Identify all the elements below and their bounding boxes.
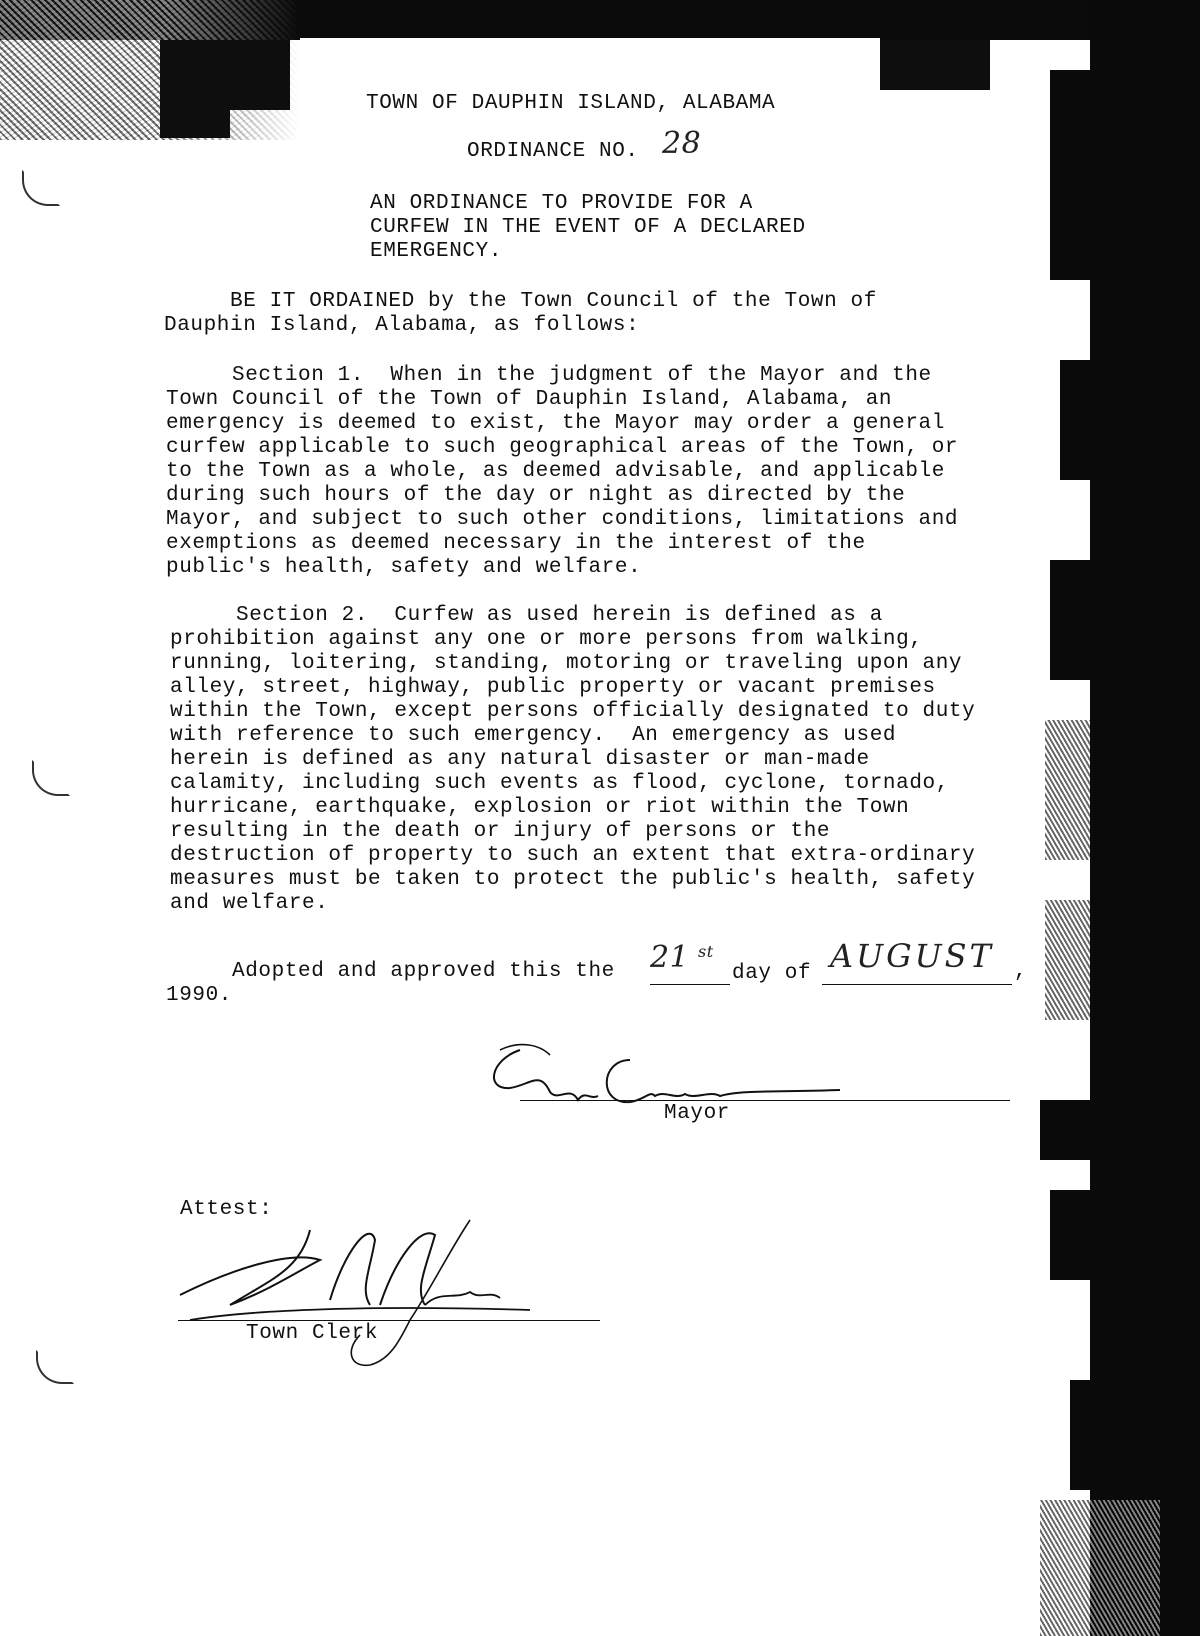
section-1-line: public's health, safety and welfare. [166, 556, 642, 579]
mayor-signature-line [520, 1100, 1010, 1101]
adoption-month-handwritten: AUGUST [830, 937, 994, 975]
hole-punch-mark [32, 760, 70, 796]
mayor-label: Mayor [664, 1102, 731, 1125]
section-1-line: Section 1. When in the judgment of the Mayor and the [166, 364, 932, 387]
ordinance-number-handwritten: 28 [662, 126, 702, 161]
scan-right-noise [1045, 720, 1090, 860]
section-1-line: curfew applicable to such geographical areas of the Town, or [166, 436, 959, 459]
scan-right-border [1040, 1100, 1200, 1160]
adoption-year: 1990. [166, 984, 233, 1007]
section-1-line: to the Town as a whole, as deemed advisable, and applicable [166, 460, 945, 483]
adoption-day-handwritten: 21 [650, 940, 690, 975]
adoption-month-underline [822, 984, 1012, 985]
adoption-day-suffix-handwritten: st [698, 942, 714, 961]
scan-right-border [1050, 560, 1200, 680]
section-2-line: and welfare. [170, 892, 329, 915]
section-2-line: hurricane, earthquake, explosion or riot within the Town [170, 796, 910, 819]
ordinance-label: ORDINANCE NO. [467, 140, 639, 163]
scan-right-noise [1040, 1500, 1160, 1636]
scan-right-border [1050, 70, 1200, 280]
preamble-line: BE IT ORDAINED by the Town Council of the Town of [164, 290, 877, 313]
preamble-line: Dauphin Island, Alabama, as follows: [164, 314, 640, 337]
adoption-trailing-comma: , [1014, 960, 1028, 983]
section-2-line: measures must be taken to protect the public's health, safety [170, 868, 976, 891]
scan-right-border [1070, 1380, 1200, 1490]
section-2-line: herein is defined as any natural disaster or man-made [170, 748, 870, 771]
attest-label: Attest: [180, 1198, 273, 1221]
ordinance-title-line: CURFEW IN THE EVENT OF A DECLARED [370, 216, 806, 239]
section-1-line: Mayor, and subject to such other conditions, limitations and [166, 508, 959, 531]
scan-top-gap [300, 38, 880, 50]
section-2-line: alley, street, highway, public property or vacant premises [170, 676, 936, 699]
adoption-prefix: Adopted and approved this the [166, 960, 615, 983]
adoption-middle: day of [732, 962, 812, 985]
ordinance-title-line: EMERGENCY. [370, 240, 503, 263]
section-2-line: prohibition against any one or more persons from walking, [170, 628, 923, 651]
section-1-line: emergency is deemed to exist, the Mayor may order a general [166, 412, 945, 435]
scan-corner-block [160, 40, 230, 138]
section-1-line: exemptions as deemed necessary in the interest of the [166, 532, 866, 555]
scan-right-noise [1045, 900, 1090, 1020]
hole-punch-mark [22, 170, 60, 206]
section-2-line: within the Town, except persons officially designated to duty [170, 700, 976, 723]
section-2-line: with reference to such emergency. An emergency as used [170, 724, 897, 747]
scan-corner-block [880, 40, 990, 90]
scan-right-border [1060, 360, 1200, 480]
hole-punch-mark [36, 1350, 74, 1384]
scan-right-border [1050, 1190, 1200, 1280]
section-2-line: destruction of property to such an extent that extra-ordinary [170, 844, 976, 867]
section-1-line: during such hours of the day or night as directed by the [166, 484, 906, 507]
adoption-day-underline [650, 984, 730, 985]
section-1-line: Town Council of the Town of Dauphin Island, Alabama, an [166, 388, 893, 411]
section-2-line: calamity, including such events as flood, cyclone, tornado, [170, 772, 949, 795]
town-clerk-signature [170, 1210, 550, 1370]
town-clerk-label: Town Clerk [246, 1322, 379, 1345]
scan-corner-block [230, 40, 290, 110]
town-clerk-signature-line [178, 1320, 600, 1321]
section-2-line: running, loitering, standing, motoring or traveling upon any [170, 652, 963, 675]
town-heading: TOWN OF DAUPHIN ISLAND, ALABAMA [366, 92, 776, 115]
section-2-line: resulting in the death or injury of persons or the [170, 820, 831, 843]
ordinance-title-line: AN ORDINANCE TO PROVIDE FOR A [370, 192, 753, 215]
section-2-line: Section 2. Curfew as used herein is defined as a [170, 604, 883, 627]
